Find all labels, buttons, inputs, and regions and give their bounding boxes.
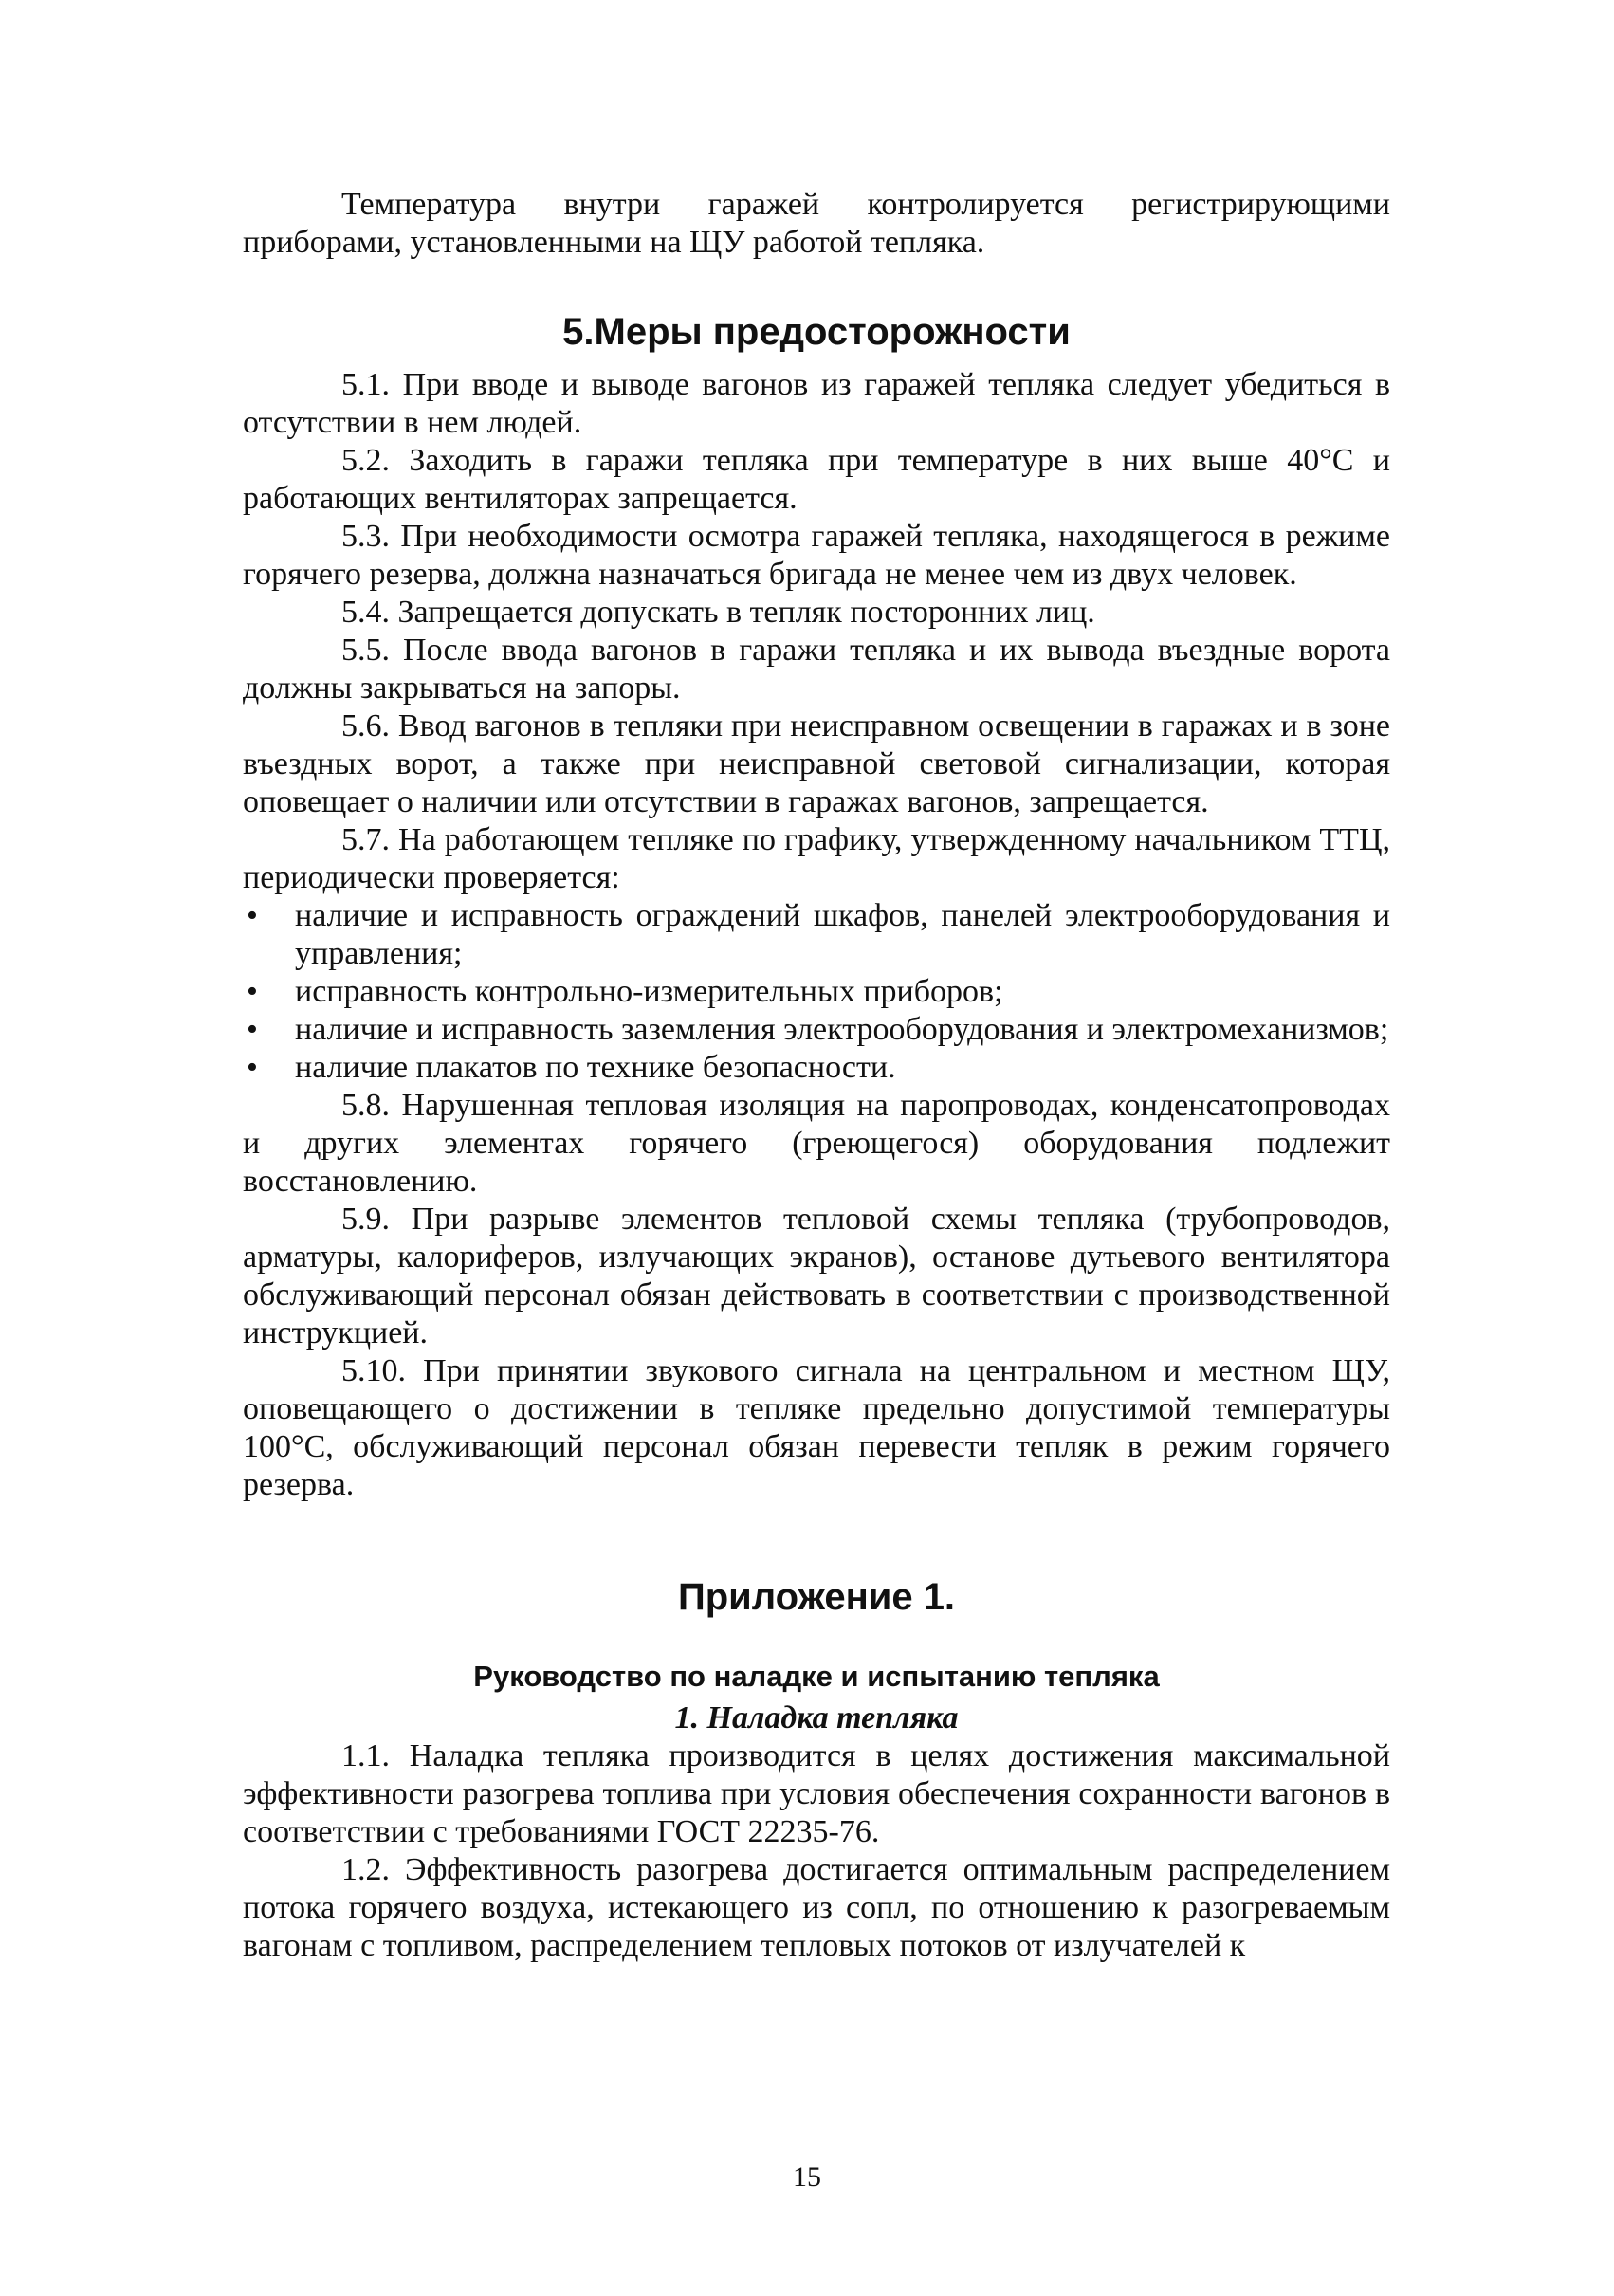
appendix-title: Приложение 1. bbox=[677, 1576, 956, 1618]
item-5-9: 5.9. При разрыве элементов тепловой схемы тепляка (трубопроводов, арматуры, калориферов, излучающих экранов), останове дутьевого вентилятора обслуживающий персонал обязан действовать в соответствии с производственной инструкцией. bbox=[243, 1202, 1390, 1350]
item-5-5: 5.5. После ввода вагонов в гаражи тепляка и их вывода въездные ворота должны закрываться на запоры. bbox=[243, 633, 1390, 706]
bullet-icon: • bbox=[247, 898, 258, 933]
bullet-icon: • bbox=[247, 1012, 258, 1047]
list-item-text: наличие и исправность ограждений шкафов, панелей электрооборудования и управления; bbox=[295, 898, 1390, 971]
item-5-6: 5.6. Ввод вагонов в тепляки при неисправном освещении в гаражах и в зоне въездных ворот, а также при неисправной световой сигнализации, которая оповещает о наличии или отсутствии в гаражах вагонов, запрещается. bbox=[243, 708, 1390, 819]
item-5-3: 5.3. При необходимости осмотра гаражей тепляка, находящегося в режиме горячего резерва, должна назначаться бригада не менее чем из двух человек. bbox=[243, 519, 1390, 592]
intro-paragraph: Температура внутри гаражей контролируется регистрирующими приборами, установленными на ЩУ работой тепляка. bbox=[243, 187, 1390, 260]
list-item bbox=[243, 1049, 1390, 1087]
section-title: 5.Меры предосторожности bbox=[562, 311, 1071, 353]
item-5-8: 5.8. Нарушенная тепловая изоляция на паропроводах, конденсатопроводах и других элементах горячего (греющегося) оборудования подлежит восстановлению. bbox=[243, 1088, 1390, 1199]
bullet-icon: • bbox=[247, 974, 258, 1009]
bullet-icon: • bbox=[247, 1050, 258, 1085]
page-number: 15 bbox=[793, 2161, 821, 2193]
list-item-text: наличие плакатов по технике безопасности. bbox=[295, 1050, 896, 1085]
page-content bbox=[243, 186, 1390, 1965]
list-item bbox=[243, 1011, 1390, 1049]
list-item bbox=[243, 897, 1390, 973]
item-5-4: 5.4. Запрещается допускать в тепляк посторонних лиц. bbox=[341, 595, 1095, 630]
list-item-text: наличие и исправность заземления электрооборудования и электромеханизмов; bbox=[295, 1012, 1389, 1047]
list-item-text: исправность контрольно-измерительных приборов; bbox=[295, 974, 1003, 1009]
item-1-1: 1.1. Наладка тепляка производится в целях достижения максимальной эффективности разогрева топлива при условия обеспечения сохранности вагонов в соответствии с требованиями ГОСТ 22235-76. bbox=[243, 1738, 1390, 1849]
appendix-subtitle: Руководство по наладке и испытанию тепляка bbox=[473, 1660, 1160, 1693]
list-item bbox=[243, 973, 1390, 1011]
item-5-7: 5.7. На работающем тепляке по графику, утвержденному начальником ТТЦ, периодически проверяется: bbox=[243, 822, 1390, 895]
item-5-10: 5.10. При принятии звукового сигнала на центральном и местном ЩУ, оповещающего о достижении в тепляке предельно допустимой температуры 100°С, обслуживающий персонал обязан перевести тепляк в режим горячего резерва. bbox=[243, 1353, 1390, 1502]
item-5-1: 5.1. При вводе и выводе вагонов из гаражей тепляка следует убедиться в отсутствии в нем людей. bbox=[243, 367, 1390, 440]
checklist bbox=[243, 897, 1390, 1087]
item-5-2: 5.2. Заходить в гаражи тепляка при температуре в них выше 40°С и работающих вентиляторах запрещается. bbox=[243, 443, 1390, 516]
item-1-2: 1.2. Эффективность разогрева достигается оптимальным распределением потока горячего воздуха, истекающего из сопл, по отношению к разогреваемым вагонам с топливом, распределением тепловых потоков от излучателей к bbox=[243, 1852, 1390, 1963]
subsection-title: 1. Наладка тепляка bbox=[674, 1700, 959, 1736]
